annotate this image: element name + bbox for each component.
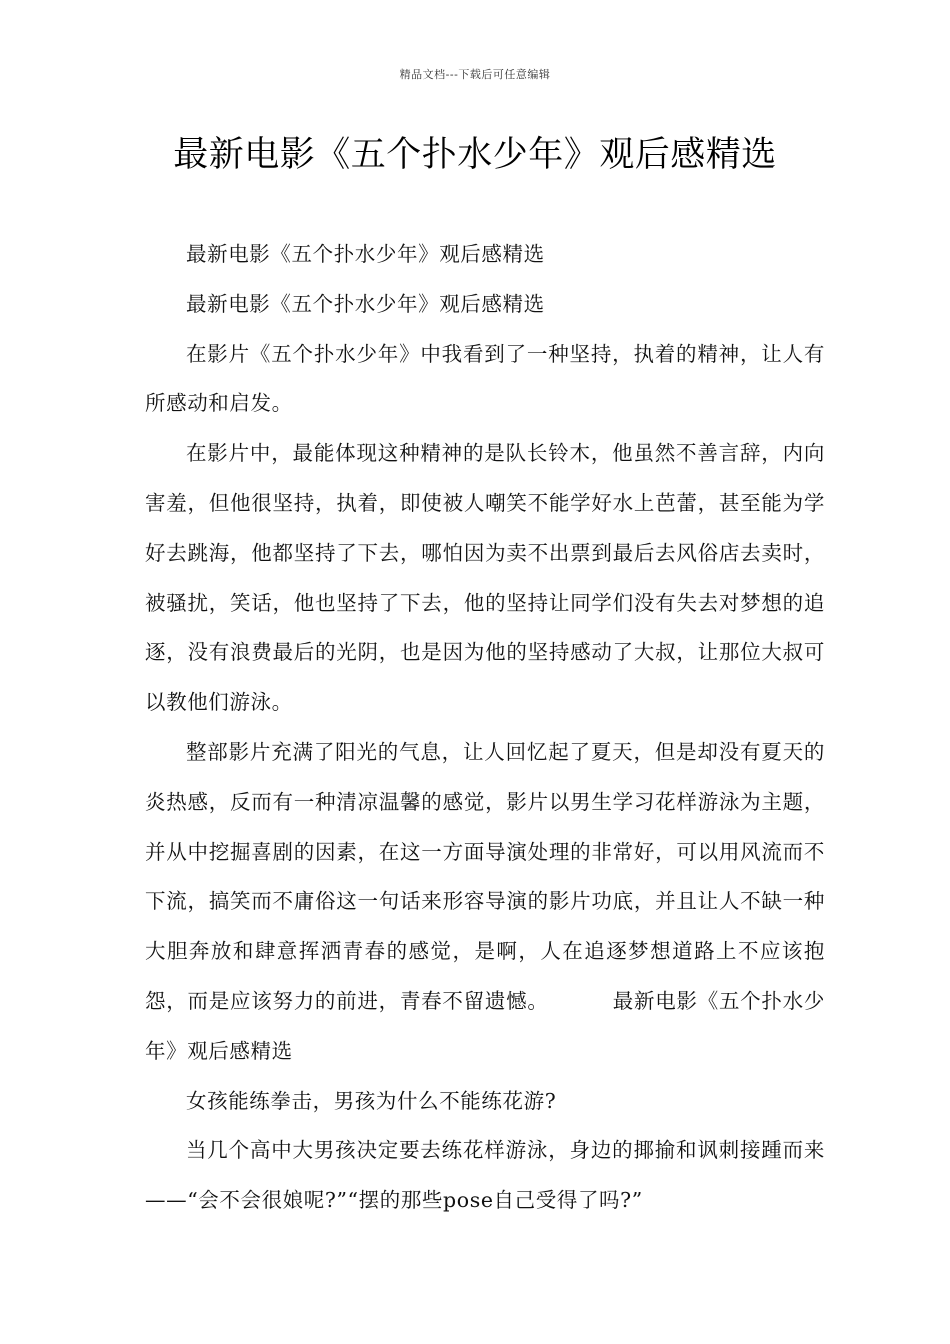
inline-heading: 最新电影《五个扑水少年》观后感精选 [145, 988, 826, 1063]
paragraph: 女孩能练拳击，男孩为什么不能练花游? [186, 1088, 557, 1113]
paragraph-text: 整部影片充满了阳光的气息，让人回忆起了夏天，但是却没有夏天的炎热感，反而有一种清凉温馨的感觉，影片以男生学习花样游泳为主题，并从中挖掘喜剧的因素，在这一方面导演处理的非常好，可以用风流而不下流，搞笑而不庸俗这一句话来形容导演的影片功底，并且让人不缺一种大胆奔放和肆意挥洒青春的感觉，是啊，人在追逐梦想道路上不应该抱怨，而是应该努力的前进，青春不留遗憾。 [145, 739, 825, 1013]
header-note: 精品文档---下载后可任意编辑 [399, 68, 551, 81]
paragraph: 在影片《五个扑水少年》中我看到了一种坚持，执着的精神，让人有所感动和启发。 [145, 341, 825, 416]
paragraph: 当几个高中大男孩决定要去练花样游泳，身边的揶揄和讽刺接踵而来——“会不会很娘呢?”“摆的那些pose自己受得了吗?” [145, 1138, 825, 1213]
paragraph: 最新电影《五个扑水少年》观后感精选 [186, 242, 545, 266]
document-title: 最新电影《五个扑水少年》观后感精选 [173, 135, 777, 175]
paragraph: 在影片中，最能体现这种精神的是队长铃木，他虽然不善言辞，内向害羞，但他很坚持，执着，即使被人嘲笑不能学好水上芭蕾，甚至能为学好去跳海，他都坚持了下去，哪怕因为卖不出票到最后去风俗店去卖时，被骚扰，笑话，他也坚持了下去，他的坚持让同学们没有失去对梦想的追逐，没有浪费最后的光阴，也是因为他的坚持感动了大叔，让那位大叔可以教他们游泳。 [145, 441, 825, 715]
paragraph: 最新电影《五个扑水少年》观后感精选 [186, 291, 545, 316]
paragraph-with-inline-heading [145, 728, 825, 1077]
document-body [145, 230, 825, 1226]
